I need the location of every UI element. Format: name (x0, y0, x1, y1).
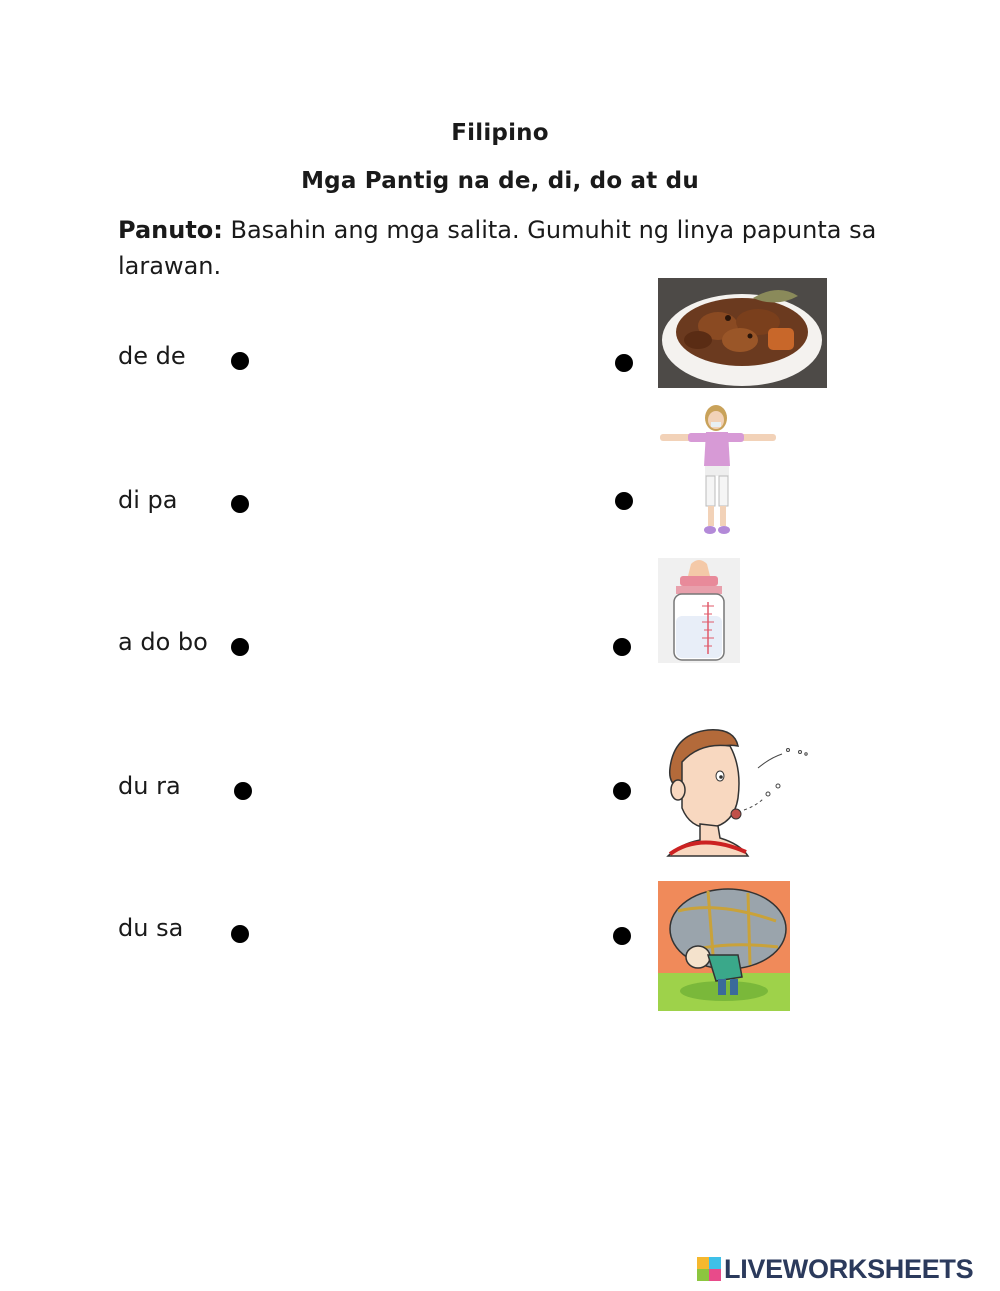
right-dot-2[interactable] (615, 492, 633, 510)
left-dot-2[interactable] (231, 495, 249, 513)
page-subtitle: Mga Pantig na de, di, do at du (301, 168, 699, 194)
left-dot-4[interactable] (234, 782, 252, 800)
spitting-boy-icon (660, 728, 812, 858)
page-title: Filipino (451, 120, 549, 146)
liveworksheets-logo (697, 1254, 973, 1284)
liveworksheets-logo-icon (697, 1257, 721, 1281)
logo-square-1 (697, 1257, 709, 1269)
word-1: de de (118, 342, 186, 370)
left-dot-3[interactable] (231, 638, 249, 656)
instruction-text: Basahin ang mga salita. Gumuhit ng linya papunta sa larawan. (118, 216, 877, 280)
liveworksheets-logo-text: LIVEWORKSHEETS (724, 1253, 974, 1284)
instruction-label: Panuto: (118, 216, 223, 244)
right-dot-5[interactable] (613, 927, 631, 945)
word-5: du sa (118, 914, 184, 942)
logo-square-2 (709, 1257, 721, 1269)
word-4: du ra (118, 772, 181, 800)
left-dot-5[interactable] (231, 925, 249, 943)
logo-square-4 (709, 1269, 721, 1281)
baby-bottle-icon (658, 558, 740, 663)
right-dot-3[interactable] (613, 638, 631, 656)
instructions (118, 212, 888, 284)
arms-outstretched-woman-icon (658, 398, 780, 538)
man-carrying-heavy-sack-icon (658, 881, 790, 1011)
left-dot-1[interactable] (231, 352, 249, 370)
word-2: di pa (118, 486, 178, 514)
adobo-food-icon (658, 278, 827, 388)
logo-square-3 (697, 1269, 709, 1281)
right-dot-1[interactable] (615, 354, 633, 372)
right-dot-4[interactable] (613, 782, 631, 800)
word-3: a do bo (118, 628, 208, 656)
